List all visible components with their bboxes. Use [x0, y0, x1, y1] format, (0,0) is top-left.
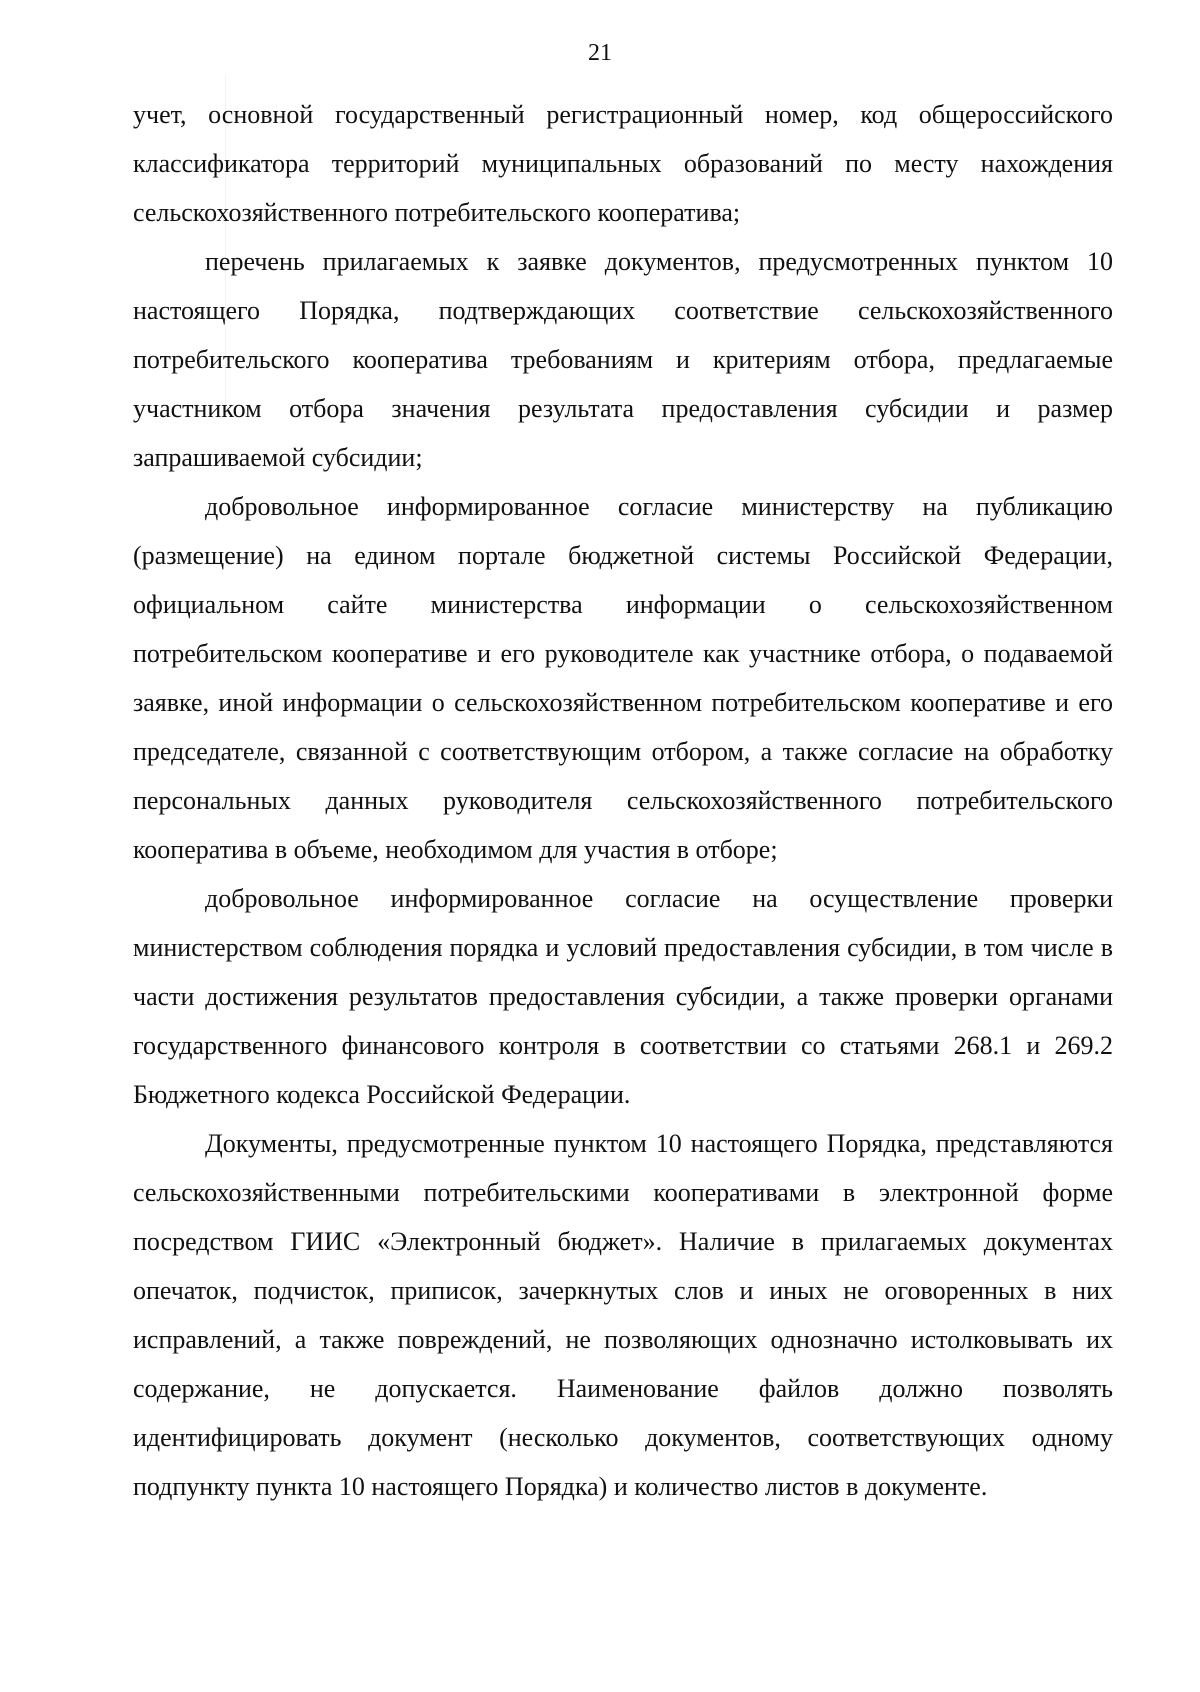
document-body — [133, 90, 1113, 1511]
paragraph-inspection-consent: добровольное информированное согласие на осуществление проверки министерством соблюдения порядка и условий предоставления субсидии, в том числе в части достижения результатов предоставления субсидии, а также проверки органами государственного финансового контроля в соответствии со статьями 268.1 и 269.2 Бюджетного кодекса Российской Федерации. — [133, 884, 1113, 1109]
paragraph-document-list: перечень прилагаемых к заявке документов, предусмотренных пунктом 10 настоящего Порядка, подтверждающих соответствие сельскохозяйственного потребительского кооператива требованиям и критериям отбора, предлагаемые участником отбора значения результата предоставления субсидии и размер запрашиваемой субсидии; — [133, 247, 1113, 472]
paragraph-publication-consent: добровольное информированное согласие министерству на публикацию (размещение) на едином портале бюджетной системы Российской Федерации, официальном сайте министерства информации о сельскохозяйственном потребительском кооперативе и его руководителе как участнике отбора, о подаваемой заявке, иной информации о сельскохозяйственном потребительском кооперативе и его председателе, связанной с соответствующим отбором, а также согласие на обработку персональных данных руководителя сельскохозяйственного потребительского кооператива в объеме, необходимом для участия в отборе; — [133, 492, 1113, 864]
paragraph-documents-submission: Документы, предусмотренные пунктом 10 настоящего Порядка, представляются сельскохозяйственными потребительскими кооперативами в электронной форме посредством ГИИС «Электронный бюджет». Наличие в прилагаемых документах опечаток, подчисток, приписок, зачеркнутых слов и иных не оговоренных в них исправлений, а также повреждений, не позволяющих однозначно истолковывать их содержание, не допускается. Наименование файлов должно позволять идентифицировать документ (несколько документов, соответствующих одному подпункту пункта 10 настоящего Порядка) и количество листов в документе. — [133, 1129, 1113, 1501]
paragraph-registration-info: учет, основной государственный регистрационный номер, код общероссийского классификатора территорий муниципальных образований по месту нахождения сельскохозяйственного потребительского кооператива; — [133, 100, 1113, 227]
page-number: 21 — [588, 40, 612, 66]
